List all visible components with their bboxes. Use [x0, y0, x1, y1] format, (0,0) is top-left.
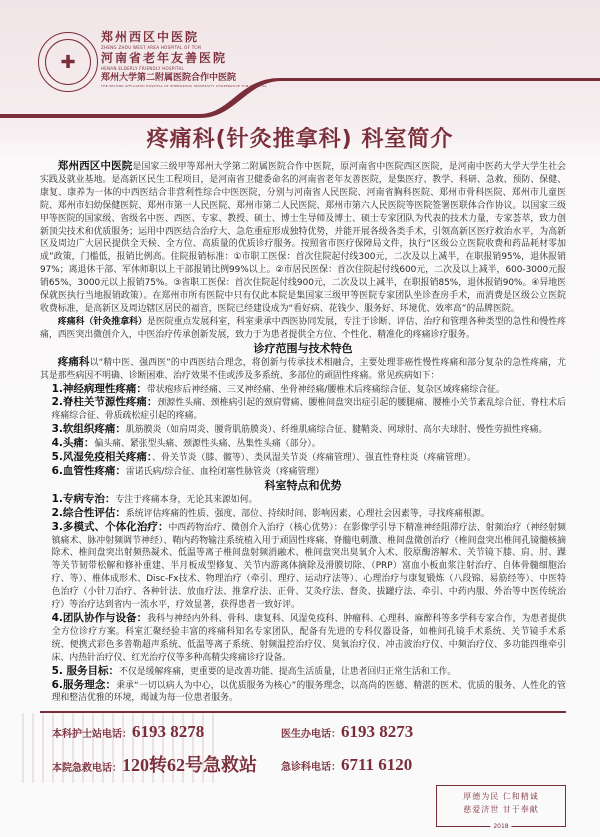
list-item: [40, 437, 566, 451]
item-text: 我科与神经内外科、骨科、康复科、风湿免疫科、肿瘤科、心理科、麻醉科等多学科专家合作，为患者提供全方位诊疗方案。科室汇聚经验丰富的疼痛科知名专家团队，配备有先进的专科仪器设备，如椎间孔镜手术系统、关节镜手术系统、便携式彩色多普勒超声系统、低温等离子系统、射频温控治疗仪、臭氧治疗仪、冲击波治疗仪、中频治疗仪、多功能四维牵引床、内热针治疗仪、红光治疗仪等多种高精尖疼痛诊疗设备。: [51, 614, 566, 663]
hospital-name-2-en: HENAN ELDERLY FRIENDLY HOSPITAL: [101, 66, 185, 71]
dept-text: 是医院重点发展科室，科室秉承中西医协同发展，专注于诊断、评估、治疗和管理各种类型的急性和慢性疼痛，西医突出微创介入，中医治疗传承创新发展，致力于为患者提供全方位、个性化、精准化的疼痛诊疗服务。: [40, 316, 567, 340]
dept-paragraph: [40, 316, 566, 342]
item-text: 颈源性头痛、颈椎病引起的颈肩臂痛、腰椎间盘突出症引起的腰腿痛、腰椎小关节紊乱综合征、脊柱术后疼痛综合征、骨质疏松症引起的疼痛。: [51, 398, 567, 422]
list-item: [40, 679, 566, 706]
motto-line-2: 慈爱济世 甘于奉献: [463, 804, 539, 814]
item-label: 5. 服务目标：: [51, 664, 120, 677]
list-item: [40, 451, 566, 465]
motto-line-1: 厚德为民 仁和精诚: [463, 791, 539, 801]
section-heading-scope: 诊疗范围与技术特色: [253, 341, 353, 355]
scope-lead: 疼痛科: [57, 355, 90, 368]
item-label: 1.神经病理性疼痛：: [51, 382, 147, 395]
intro-paragraph: [40, 160, 566, 316]
list-item: [40, 396, 566, 423]
list-item: [40, 521, 566, 612]
hospital-name-3-en: THE SECOND AFFILIATED HOSPITAL OF ZHENGZHOU UNIVERSITY COOPERATIVE TCM HOSPITAL: [101, 84, 267, 88]
item-label: 1.专病专治：: [51, 492, 116, 505]
list-item: [40, 665, 566, 679]
scope-list: [40, 383, 566, 479]
item-text: 带状疱疹后神经痛、三叉神经痛、坐骨神经痛/腰椎术后疼痛综合征、复杂区域疼痛综合征。: [146, 384, 505, 395]
doctor-phone: 6193 8273: [341, 721, 414, 741]
motto-box: [436, 785, 566, 830]
document-body: [40, 160, 566, 705]
dept-lead: 疼痛科（针灸推拿科）: [57, 316, 147, 327]
item-label: 5.风湿免疫相关疼痛：: [51, 451, 153, 464]
section-heading-features: 科室特点和优势: [264, 478, 342, 492]
list-item: [40, 493, 566, 507]
item-text: 雷诺氏病/综合征、血栓闭塞性脉管炎（疼痛管理）: [125, 466, 325, 477]
list-item: [40, 465, 566, 479]
emergency-value: 120转62号急救站: [122, 754, 257, 775]
item-label: 6.血管性疼痛：: [51, 464, 126, 477]
header-ribbon: [0, 70, 600, 120]
motto-year: 2018: [490, 823, 511, 831]
item-label: 4.头痛：: [51, 437, 95, 450]
list-item: [40, 383, 566, 397]
hospital-name-2: 河南省老年友善医院: [101, 51, 228, 65]
list-item: [40, 423, 566, 437]
page-title: 疼痛科(针灸推拿科) 科室简介: [146, 127, 454, 152]
item-text: 肌筋膜炎（如肩周炎、腰背肌筋膜炎）、纤维肌痛综合征、腱鞘炎、网球肘、高尔夫球肘、慢性劳损性疼痛。: [125, 425, 548, 436]
features-list: [40, 493, 566, 706]
list-item: [40, 612, 566, 665]
scope-text: 以“精中医、强西医”的中西医结合理念，将创新与传承技术相融合，主要处理非癌性慢性疼痛和部分复杂的急性疼痛，尤其是那些病因不明确、诊断困难、治疗效果不佳或涉及多系统、多部位的顽固性疼痛。常见疾病如下：: [40, 357, 566, 381]
red-cross-icon: ✚: [45, 39, 91, 85]
item-text: 不仅是缓解疼痛，更重要的是改善功能、提高生活质量，让患者回归正常生活和工作。: [119, 666, 457, 677]
item-text: 系统评估疼痛的性质、强度、部位、持续时间、影响因素、心理社会因素等，寻找疼痛根源。: [125, 508, 490, 519]
item-label: 4.团队协作与设备：: [51, 612, 148, 624]
scope-paragraph: [40, 356, 566, 383]
item-text: 专注于疼痛本身，无论其来源如何。: [115, 494, 258, 505]
item-label: 6.服务理念：: [51, 678, 117, 691]
item-text: 、骨关节炎（膝、髋等）、类风湿关节炎（疼痛管理）、强直性脊柱炎（疼痛管理）。: [152, 453, 477, 464]
nurse-phone: 6193 8278: [132, 721, 205, 741]
er-phone: 6711 6120: [341, 754, 413, 774]
nurse-label: 本科护士站电话：: [52, 728, 132, 740]
item-label: 2.脊柱关节源性疼痛：: [51, 396, 158, 409]
item-text: 秉承“一切以病人为中心，以优质服务为核心”的服务理念，以高尚的医德、精湛的医术、优质的服务、人性化的管理和整洁优雅的环境，竭诚为每一位患者服务。: [51, 680, 566, 704]
item-label: 3.软组织疼痛：: [51, 423, 126, 436]
hospital-name-3: 郑州大学第二附属医院合作中医院: [101, 73, 237, 83]
header: [0, 0, 600, 156]
list-item: [40, 507, 566, 521]
doctor-label: 医生办电话：: [281, 728, 341, 740]
hospital-name: 郑州西区中医院: [101, 30, 200, 44]
intro-lead: 郑州西区中医院: [57, 160, 133, 172]
emergency-label: 本院急救电话：: [52, 762, 122, 774]
item-text: 偏头痛、紧张型头痛、颈源性头痛、丛集性头痛（部分）。: [94, 439, 321, 450]
footer: [0, 713, 600, 837]
item-label: 2.综合性评估：: [51, 506, 126, 519]
item-label: 3.多模式、个体化治疗：: [51, 520, 169, 533]
hospital-name-en: ZHENG ZHOU WEST AREA HOSPITAL OF TCM: [101, 45, 202, 50]
intro-text: 是国家三级甲等郑州大学第二附属医院合作中医院，原河南省中医院西区医院，是河南中医药大学大学生社会实践及就业基地。是高新区民生工程项目，是河南省卫健委命名的河南省老年友善医院，是集医疗、教学、科研、急救、预防、保健、康复、康养为一体的中西医结合非营利性综合中医医院，分别与河南省人民医院、河南省胸科医院、郑州市骨科医院、郑州市儿童医院、郑州市妇幼保健医院、郑州市第一人民医院、郑州市第二人民医院、郑州市第六人民医院等医院签署医联体合作协议。以国家三级甲等医院的国家级、省级名中医、西医、专家、教授、硕士、博士生导师及博士、硕士专家团队为代表的技术力量，专家荟萃，致力创新顶尖技术和优质服务；运用中西医结合治疗大、急危重症形成独特优势，并能开展各级各类手术，引领高新区医疗救治水平，为高新区及周边广大居民提供全天候、全方位、高质量的优质诊疗服务。按照省市医疗保障局文件，执行“区级公立医院收费和药品耗材零加成”政策，门槛低，报销比例高。住院报销标准：①市职工医保：首次住院起付线300元，二次及以上减半，在职报销95%，退休报销97%；离退休干部、军休师职以上干部报销比例99%以上。②市居民医保：首次住院起付线600元，二次及以上减半，600-3000元报销65%，3000元以上报销75%。③省职工医保：首次住院起付线900元，二次及以上减半，在职报销85%，退休报销90%。④异地医保就医执行当地报销政策）。在郑州市所有医院中只有仅此本院是集国家三级甲等医院专家团队坐诊查房手术，而消费是区级公立医院收费标准，是高新区及周边辖区居民的福音，医院已经建设成为“看好病、花钱少、服务好、环境优、效率高”的品牌医院。: [40, 162, 567, 314]
er-label: 急诊科电话：: [281, 761, 341, 773]
contact-phones: [52, 721, 413, 780]
item-text: 中西药物治疗、微创介入治疗（核心优势）：在影像学引导下精准神经阻滞疗法、射频治疗（神经射频镇痛术、脉冲射频调节神经）、鞘内药物输注系统植入用于顽固性疼痛、脊髓电刺激、椎间盘微创治疗（椎间盘突出椎间孔镜髓核摘除术、椎间盘突出射频热凝术、低温等离子椎间盘射频消融术、椎间盘突出臭氧介入术、胶原酶溶解术、关节镜下膝、肩、肘、踝等关节韧带松解和修补重建、半月板成型修复、关节内游离体摘除及滑膜切除、（PRP）富血小板血浆注射治疗、自体骨髓细胞治疗、等）、椎体成形术、Disc-Fx技术、物理治疗（牵引、理疗、运动疗法等）、心理治疗与康复锻炼（八段锦、易筋经等）、中医特色治疗（小针刀治疗、各种针法、放血疗法、推拿疗法、正骨、艾灸疗法、督灸、拔罐疗法、牵引、中药内服、外治等中医传统治疗）等治疗达到省内一流水平，疗效显著，获得患者一致好评。: [51, 522, 566, 611]
